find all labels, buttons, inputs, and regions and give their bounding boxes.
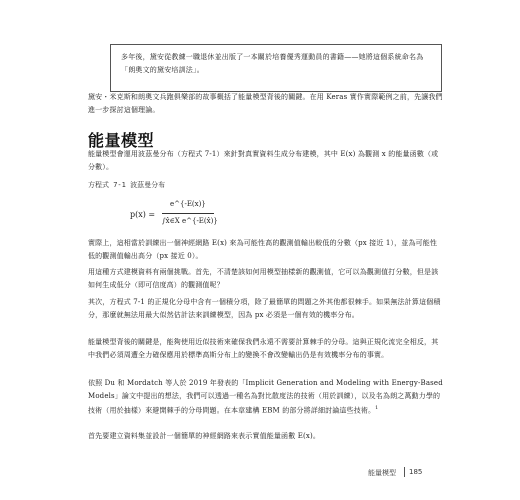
paragraph-6-text: 依照 Du 和 Mordatch 等人於 2019 年發表的「Implicit Generation and Modeling with Energy-Based Models」論文中提出的想法，我們可以透過一種名為對比散度法的技術（用於訓練），以及名為朗之萬動力學的技術（用於抽樣）來避開棘手的分母問題。在本章建構 EBM 的部分將詳細討論這些技術。 (88, 379, 443, 415)
equation-caption: 方程式 7-1 波茲曼分布 (88, 181, 166, 189)
section-heading: 能量模型 (88, 131, 155, 150)
paragraph-1: 能量模型會運用波茲曼分布（方程式 7-1）來針對真實資料生成分布建模，其中 E(x) 為觀測 x 的能量函數（或分數）。 (88, 150, 439, 171)
equation-numerator: e^{-E(x)} (170, 200, 206, 208)
intro-paragraph: 黛安・米克斯和朗奧文兵跑俱樂部的故事概括了能量模型背後的關鍵。在用 Keras 實作實際範例之前，先讓我們進一步探討這個理論。 (88, 93, 443, 114)
footer-divider (404, 467, 405, 477)
fraction-bar (162, 213, 214, 214)
paragraph-4: 其次，方程式 7-1 的正規化分母中含有一個積分項，除了最簡單的問題之外其他都很棘手。如果無法計算這個積分，那麼就無法用最大似然估計法來訓練模型，因為 px 必須是一個有效的機率分布。 (88, 298, 441, 319)
quote-text: 多年後，黛安從教練一職退休並出版了一本關於培養優秀運動員的書籍——她將這個系統命名為「朗奧文的黛安培訓法」。 (121, 53, 424, 74)
paragraph-6 (88, 377, 443, 417)
footnote-marker: 1 (375, 405, 379, 411)
quote-box (110, 44, 442, 92)
equation-lhs: p(x) = (130, 210, 156, 219)
equation-denominator: ∫x̂∈X e^{-E(x̂)} (162, 217, 218, 225)
paragraph-7: 首先要建立資料集並設計一個簡單的神經網路來表示實值能量函數 E(x)。 (88, 432, 320, 440)
paragraph-2: 實際上，這相當於訓練出一個神經網路 E(x) 來為可能性高的觀測值輸出較低的分數（px 接近 1），並為可能性低的觀測值輸出高分（px 接近 0）。 (88, 239, 438, 260)
page-number: 185 (409, 468, 423, 476)
footer-chapter-label: 能量模型 (368, 469, 396, 477)
paragraph-3: 用這種方式建模資料有兩個挑戰。首先，不清楚該如何用模型抽樣新的觀測值，它可以為觀測值打分數，但是該如何生成低分（即可信度高）的觀測值呢？ (88, 268, 439, 289)
paragraph-5: 能量模型背後的關鍵是，能夠使用近似技術來確保我們永遠不需要計算棘手的分母。這與正規化流完全相反，其中我們必須周遭全力確保應用於標準高斯分布上的變換不會改變輸出仍是有效機率分布的事實。 (88, 338, 439, 359)
